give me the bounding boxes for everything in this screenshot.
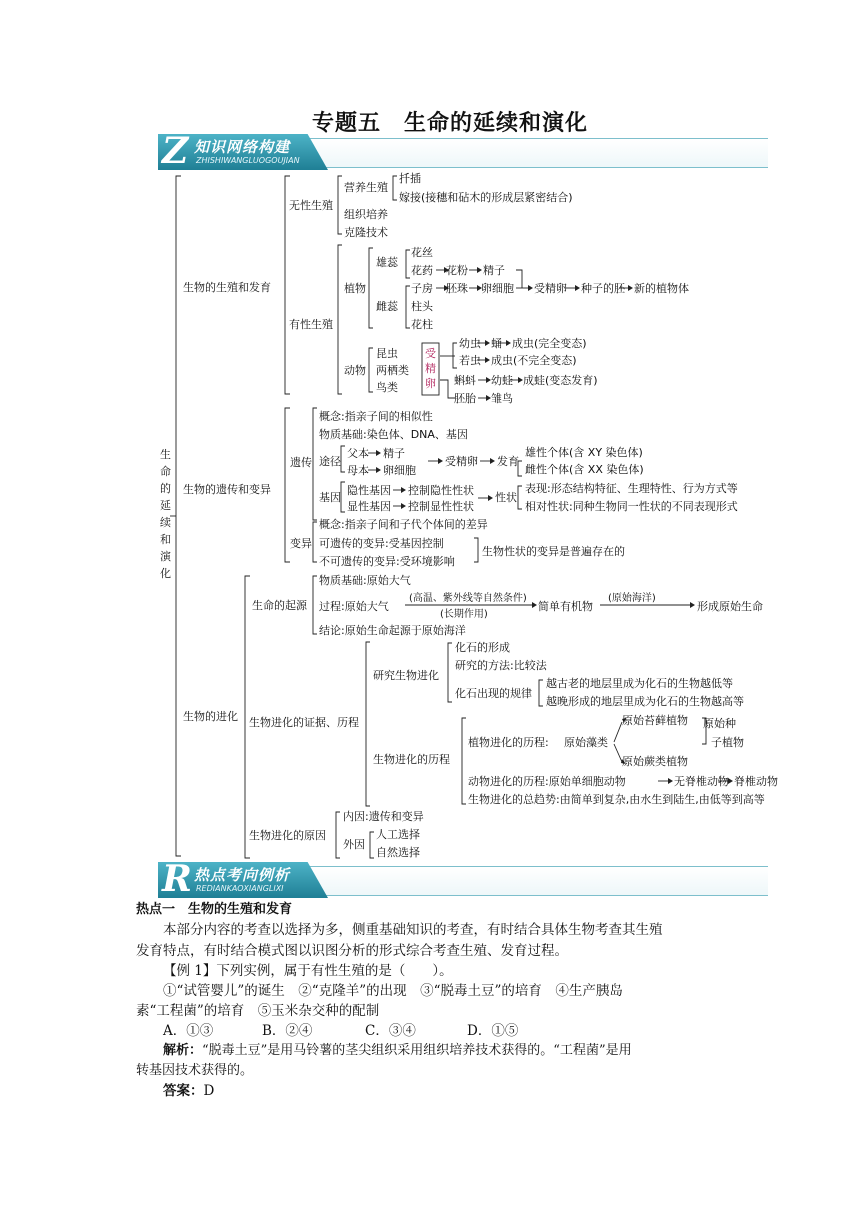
root-char: 演: [160, 550, 171, 563]
node-trait: 性状: [495, 491, 517, 504]
node-complete-metamorphosis: 成虫(完全变态): [512, 337, 587, 350]
root-char: 化: [160, 567, 171, 580]
node-seed-plant-2: 子植物: [711, 736, 744, 749]
node-amphibian: 两栖类: [376, 364, 409, 377]
node-seed-embryo: 种子的胚: [581, 282, 625, 295]
node-new-plant: 新的植物体: [634, 282, 689, 295]
example-items-2: 素“工程菌”的培育 ⑤玉米杂交种的配制: [136, 1003, 380, 1019]
node-recessive-gene: 隐性基因: [347, 484, 391, 497]
node-natural-selection: 自然选择: [376, 846, 420, 859]
node-insect: 昆虫: [376, 347, 398, 360]
node-frog: 成蛙(变态发育): [523, 374, 598, 387]
node-evidence-history: 生物进化的证据、历程: [249, 716, 359, 729]
root-char: 命: [160, 465, 171, 478]
node-evolution-history: 生物进化的历程: [373, 753, 450, 766]
node-primitive-life: 形成原始生命: [697, 600, 763, 613]
node-reproduction: 生物的生殖和发育: [183, 281, 271, 294]
node-pistil: 雌蕊: [376, 300, 398, 313]
node-variation: 变异: [290, 537, 312, 550]
node-plant-history: 植物进化的历程:: [468, 736, 549, 749]
node-bird: 鸟类: [376, 381, 398, 394]
node-male: 雄性个体(含 XY 染色体): [525, 446, 643, 459]
banner-letter: Z: [162, 130, 189, 172]
node-asexual: 无性生殖: [289, 199, 333, 212]
node-mother: 母本: [347, 464, 369, 477]
node-study-evolution: 研究生物进化: [373, 669, 439, 682]
node-animal: 动物: [344, 364, 366, 377]
node-internal-cause: 内因:遗传和变异: [343, 810, 424, 823]
root-char: 延: [160, 499, 171, 512]
node-sperm: 精子: [483, 264, 505, 277]
node-fossil-formation: 化石的形成: [455, 641, 510, 654]
node-seed-plant-1: 原始种: [703, 717, 736, 730]
node-stamen: 雄蕊: [376, 256, 398, 269]
node-pathway: 途径: [319, 455, 341, 468]
node-fertilized-box: [425, 346, 436, 391]
node-relative-trait: 相对性状:同种生物同一性状的不同表现形式: [525, 500, 738, 513]
node-moss: 原始苔藓植物: [622, 714, 688, 727]
answer-label: 答案：: [163, 1083, 204, 1099]
node-plant: 植物: [344, 282, 366, 295]
analysis-line-2: 转基因技术获得的。: [136, 1063, 254, 1078]
answer-line: [163, 1081, 214, 1101]
node-bird-embryo: 胚胎: [454, 392, 476, 405]
node-egg-cell-2: 卵细胞: [383, 464, 416, 477]
section-banner-hotspots: [158, 858, 768, 900]
banner-title: 热点考向例析: [194, 866, 291, 884]
box-char: 受: [425, 347, 436, 360]
banner-letter: R: [162, 858, 192, 900]
node-variation-universal: 生物性状的变异是普遍存在的: [482, 545, 625, 558]
analysis-label: 解析：: [163, 1043, 203, 1058]
analysis-text: “脱毒土豆”是用马铃薯的茎尖组织采用组织培养技术获得的。“工程菌”是用: [202, 1043, 632, 1058]
node-fossil-rule: 化石出现的规律: [455, 687, 532, 700]
node-algae: 原始藻类: [564, 736, 608, 749]
banner-subtitle: ZHISHIWANGLUOGOUJIAN: [196, 156, 300, 165]
node-anther: 花药: [411, 264, 433, 277]
node-animal-history: 动物进化的历程:原始单细胞动物: [468, 775, 626, 788]
node-froglet: 幼蛙: [491, 374, 513, 387]
node-grafting: 嫁接(接穗和砧木的形成层紧密结合): [399, 191, 573, 204]
node-cloning: 克隆技术: [344, 226, 388, 239]
node-pupa: 蛹: [491, 337, 502, 350]
example-items-1: ①“试管婴儿”的诞生 ②“克隆羊”的出现 ③“脱毒土豆”的培育 ④生产胰岛: [163, 983, 623, 999]
example-question: 【例 1】下列实例，属于有性生殖的是（ ）。: [163, 963, 453, 979]
node-origin-process: 过程:原始大气: [319, 600, 389, 613]
node-cutting: 扦插: [399, 172, 421, 185]
node-vertebrates: 脊椎动物: [734, 775, 778, 788]
option-a: A．①③: [163, 1023, 214, 1039]
node-style: 花柱: [411, 318, 433, 331]
node-tadpole: 蝌蚪: [454, 374, 476, 387]
node-fern: 原始蕨类植物: [622, 755, 688, 768]
node-evolution-trend: 生物进化的总趋势:由简单到复杂,由水生到陆生,由低等到高等: [468, 793, 765, 806]
node-origin: 生命的起源: [252, 599, 307, 612]
root-char: 续: [160, 516, 171, 529]
node-artificial-selection: 人工选择: [376, 828, 420, 841]
option-d: D．①⑤: [467, 1023, 519, 1039]
node-sperm-2: 精子: [383, 447, 405, 460]
node-develop: 发育: [497, 455, 519, 468]
node-gene: 基因: [319, 491, 341, 504]
node-incomplete-metamorphosis: 成虫(不完全变态): [491, 354, 577, 367]
option-c: C．③④: [365, 1023, 416, 1039]
node-primitive-ocean: (原始海洋): [608, 593, 656, 604]
node-simple-organics: 简单有机物: [538, 600, 593, 613]
node-sexual: 有性生殖: [289, 318, 333, 331]
node-heritable-variation: 可遗传的变异:受基因控制: [319, 537, 444, 550]
banner-subtitle: REDIANKAOXIANGLIXI: [196, 884, 284, 893]
node-fertilized-egg-2: 受精卵: [445, 455, 478, 468]
node-newer-layers: 越晚形成的地层里成为化石的生物越高等: [546, 695, 744, 708]
node-larva: 幼虫: [459, 337, 481, 350]
node-fertilized-egg: 受精卵: [534, 282, 567, 295]
node-tissue-culture: 组织培养: [344, 208, 388, 221]
node-nonheritable-variation: 不可遗传的变异:受环境影响: [319, 555, 455, 568]
node-origin-conclusion: 结论:原始生命起源于原始海洋: [319, 624, 466, 637]
node-heredity-concept: 概念:指亲子间的相似性: [319, 410, 433, 423]
node-evolution: 生物的进化: [183, 710, 238, 723]
intro-line-1: 本部分内容的考查以选择为多，侧重基础知识的考查，有时结合具体生物考查其生殖: [163, 922, 663, 938]
node-genetics: 生物的遗传和变异: [183, 483, 271, 496]
node-method: 研究的方法:比较法: [455, 659, 547, 672]
node-filament: 花丝: [411, 246, 433, 259]
option-b: B．②④: [262, 1023, 313, 1039]
node-origin-conditions: (高温、紫外线等自然条件): [409, 593, 527, 604]
hotspot-heading: 热点一 生物的生殖和发育: [136, 902, 293, 917]
map-root: [160, 446, 172, 582]
node-heredity-basis: 物质基础:染色体、DNA、基因: [319, 428, 468, 441]
box-char: 卵: [425, 377, 436, 390]
node-heredity: 遗传: [290, 456, 312, 469]
node-external-cause: 外因: [343, 838, 365, 851]
node-origin-longterm: (长期作用): [440, 609, 488, 620]
node-recessive-trait: 控制隐性性状: [408, 484, 474, 497]
node-older-layers: 越古老的地层里成为化石的生物越低等: [546, 677, 733, 690]
answer-value: D: [203, 1083, 215, 1099]
root-char: 的: [160, 482, 171, 495]
node-female: 雌性个体(含 XX 染色体): [525, 463, 644, 476]
node-vegetative: 营养生殖: [344, 181, 388, 194]
node-egg-cell: 卵细胞: [481, 282, 514, 295]
node-chick: 雏鸟: [491, 392, 513, 405]
node-variation-concept: 概念:指亲子间和子代个体间的差异: [319, 518, 488, 531]
root-char: 生: [160, 448, 171, 461]
root-char: 和: [160, 533, 171, 546]
box-char: 精: [425, 362, 436, 375]
node-pollen: 花粉: [446, 264, 468, 277]
intro-line-2: 发育特点，有时结合模式图以识图分析的形式综合考查生殖、发育过程。: [136, 943, 568, 959]
node-origin-basis: 物质基础:原始大气: [319, 574, 411, 587]
page-title: 专题五 生命的延续和演化: [312, 110, 589, 136]
node-evolution-causes: 生物进化的原因: [249, 829, 326, 842]
node-invertebrates: 无脊椎动物: [674, 775, 729, 788]
node-father: 父本: [347, 447, 369, 460]
node-nymph: 若虫: [459, 354, 481, 367]
node-dominant-trait: 控制显性性状: [408, 500, 474, 513]
node-stigma: 柱头: [411, 300, 433, 313]
banner-title: 知识网络构建: [194, 138, 291, 156]
node-trait-expression: 表现:形态结构特征、生理特性、行为方式等: [525, 482, 738, 495]
node-ovule: 胚珠: [446, 282, 468, 295]
node-dominant-gene: 显性基因: [347, 500, 391, 513]
node-ovary: 子房: [411, 282, 433, 295]
analysis-line-1: [163, 1041, 632, 1061]
